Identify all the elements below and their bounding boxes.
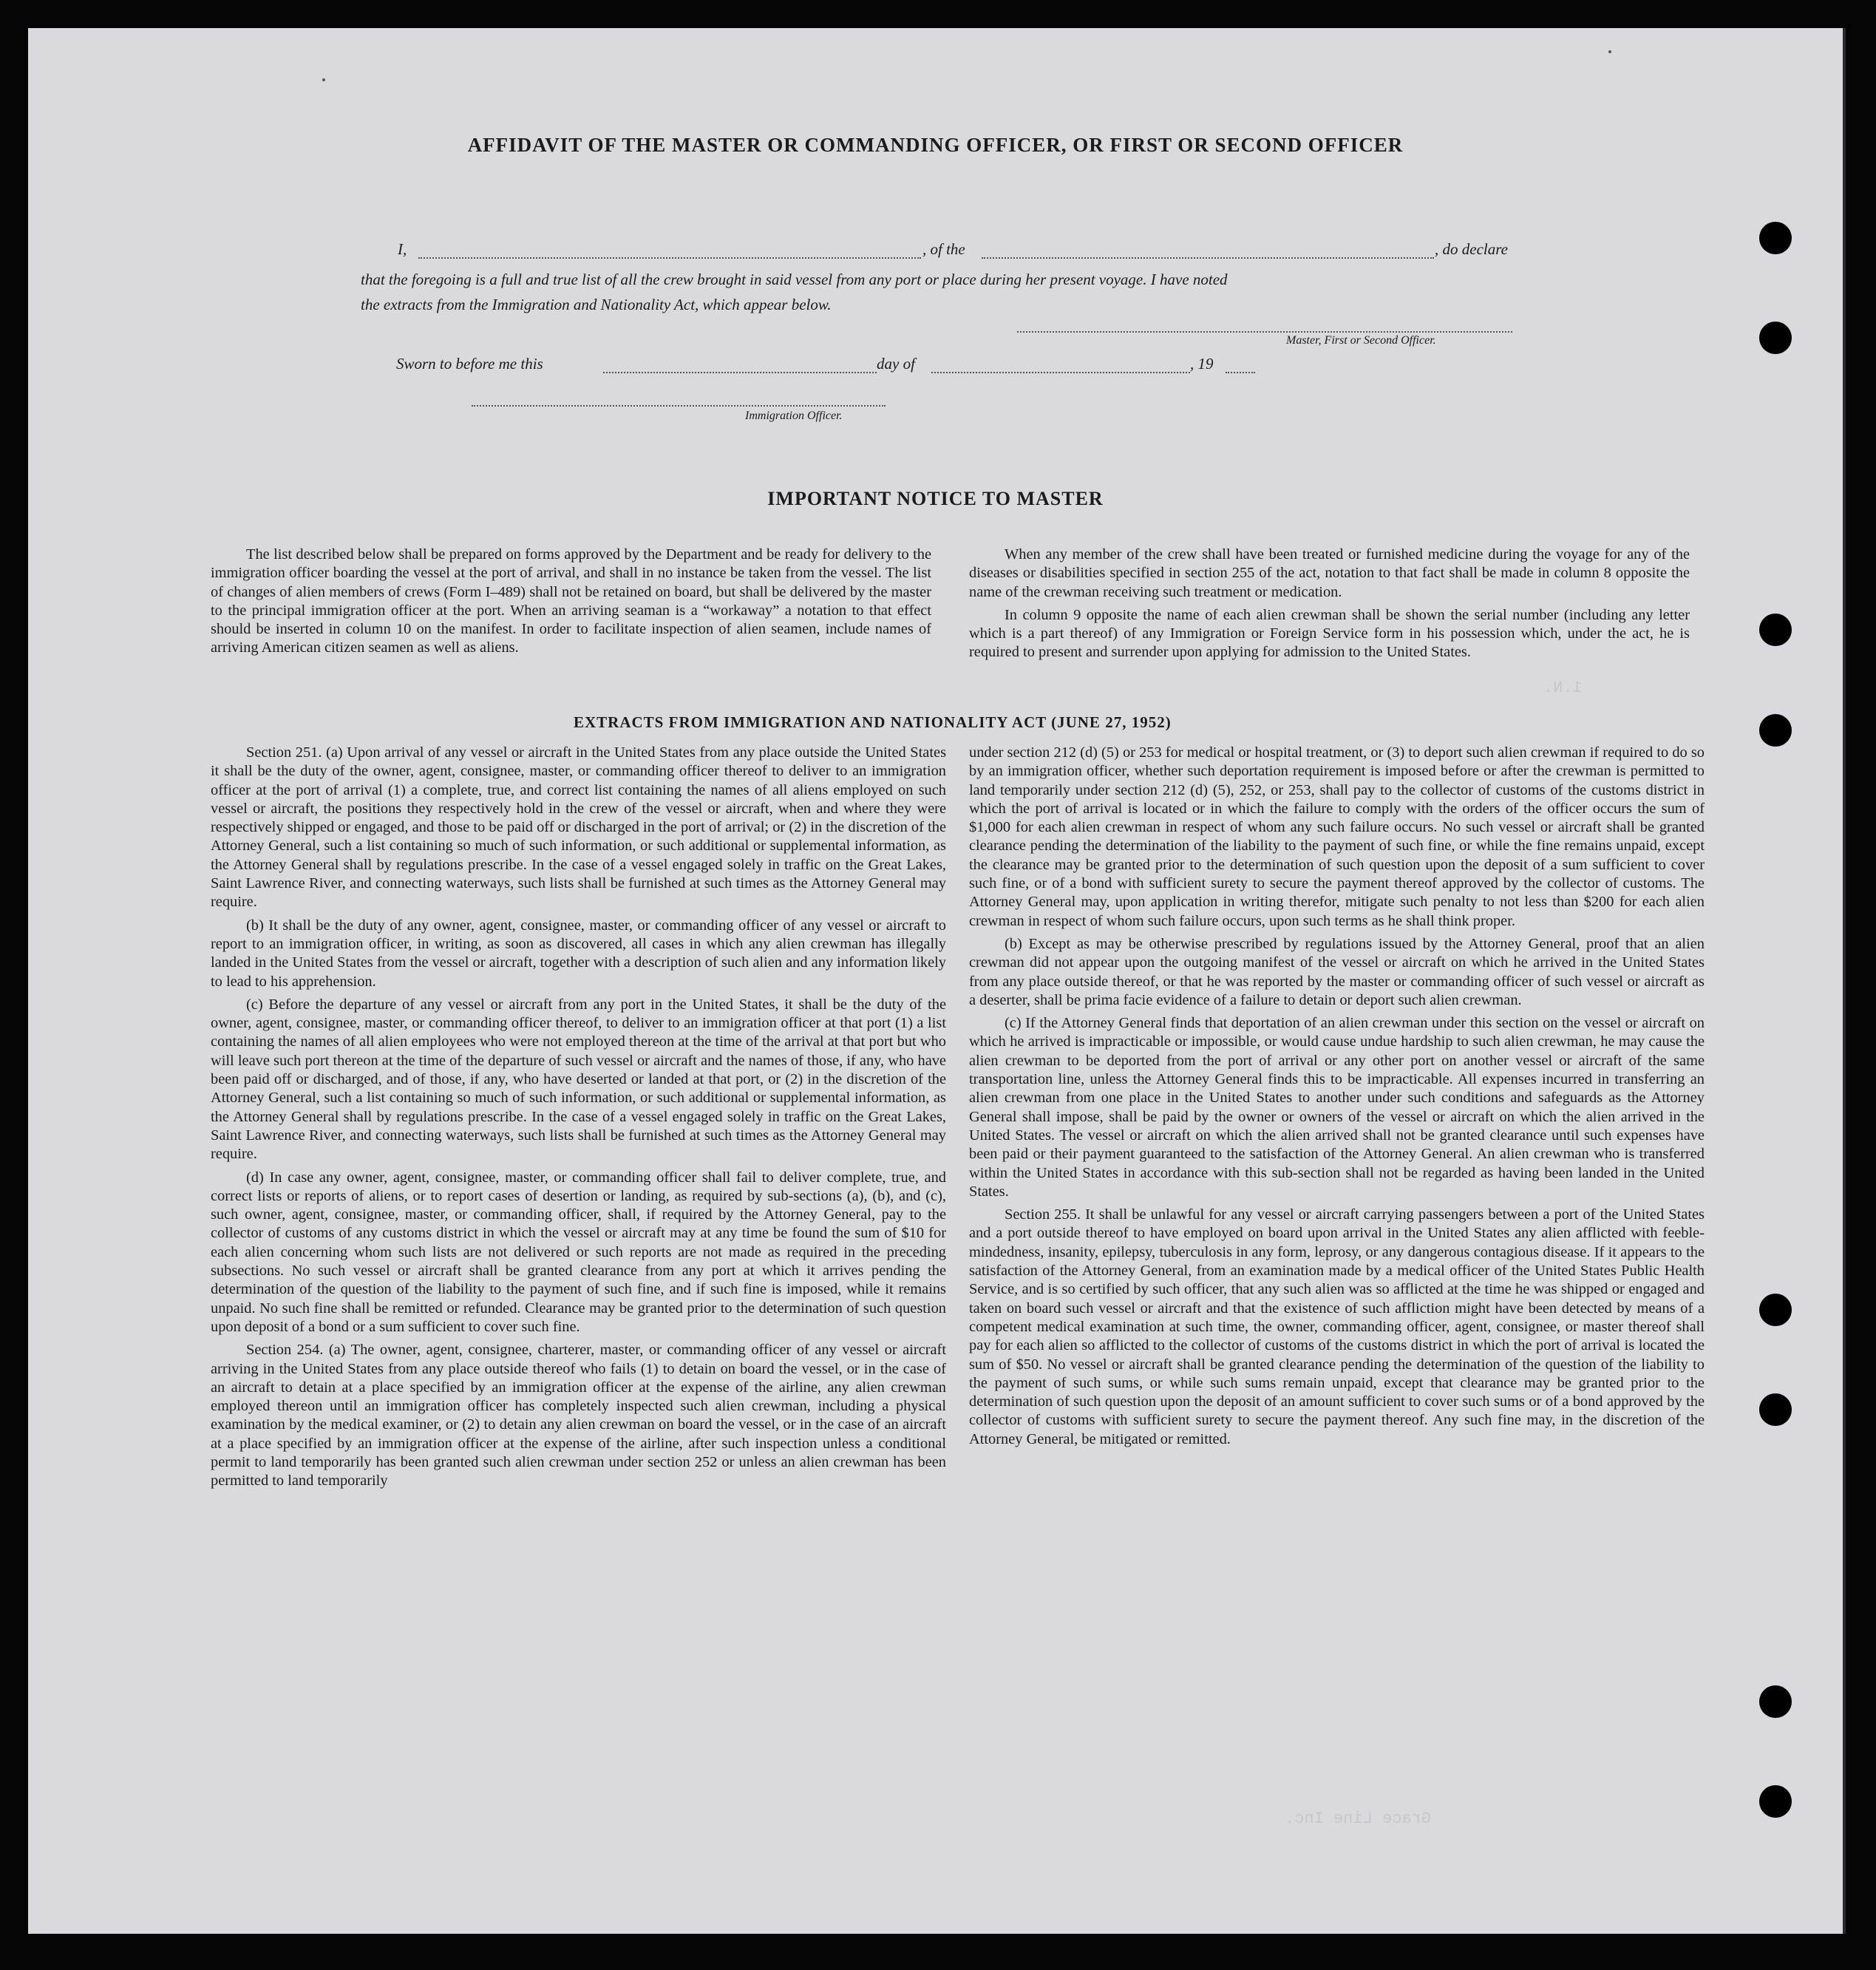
- immigration-officer-signature-line[interactable]: [472, 405, 886, 407]
- sworn-label: Sworn to before me this: [396, 355, 543, 373]
- sworn-year-label: , 19: [1190, 355, 1214, 373]
- section-254b: (b) Except as may be otherwise prescribed by regulations issued by the Attorney General, proof that an alien crewman did not appear upon the outgoing manifest of the vessel or aircraft on which he arrived in the United States from any place outside thereof, or that he was reported by the master or commanding officer of such vessel or aircraft as a deserter, shall be prima facie evidence of a failure to detain or deport such alien crewman.: [969, 935, 1705, 1008]
- affidavit-text-line-3: the extracts from the Immigration and Nationality Act, which appear below.: [361, 296, 832, 313]
- punch-hole: [1759, 614, 1792, 646]
- show-through-text: 1.N.: [1543, 679, 1583, 697]
- document-page: [28, 28, 1846, 1934]
- notice-right-column: [969, 546, 1690, 667]
- notice-paragraph: In column 9 opposite the name of each alien crewman shall be shown the serial number (including any letter which is a part thereof) of any Immigration or Foreign Service form in his possession which, under the act, he is required to present and surrender upon applying for admission to the United States.: [969, 606, 1690, 661]
- section-251b: (b) It shall be the duty of any owner, agent, consignee, master, or commanding officer of any vessel or aircraft to report to an immigration officer, in writing, as soon as discovered, all cases in which any alien crewman has illegally landed in the United States from the vessel or aircraft, together with a description of such alien and any information likely to lead to his apprehension.: [211, 917, 946, 990]
- sworn-month-line[interactable]: [931, 372, 1190, 373]
- sworn-day-of-label: day of: [877, 355, 915, 373]
- notice-paragraph: The list described below shall be prepared on forms approved by the Department and be ready for delivery to the immigration officer boarding the vessel at the port of arrival, and shall in no instance be taken from the vessel. The list of changes of alien members of crews (Form I–489) shall not be retained on board, but shall be delivered by the master to the principal immigration officer at the port. When an arriving seaman is a “workaway” a notation to that effect should be inserted in column 10 on the manifest. In order to facilitate inspection of alien seamen, include names of arriving American citizen seamen as well as aliens.: [211, 546, 931, 656]
- paper-speck: [1608, 50, 1611, 53]
- sworn-day-line[interactable]: [603, 372, 877, 373]
- notice-title: IMPORTANT NOTICE TO MASTER: [767, 488, 1104, 509]
- extracts-left-column: [211, 744, 946, 1495]
- punch-hole: [1759, 222, 1792, 254]
- master-name-line[interactable]: [418, 257, 921, 259]
- notice-paragraph: When any member of the crew shall have been treated or furnished medicine during the voyage for any of the diseases or disabilities specified in section 255 of the act, notation to that fact shall be made in column 8 opposite the name of the crewman receiving such treatment or medication.: [969, 546, 1690, 600]
- section-251a: Section 251. (a) Upon arrival of any vessel or aircraft in the United States from any place outside the United States it shall be the duty of the owner, agent, consignee, master, or commanding officer thereof to deliver to an immigration officer at the port of arrival (1) a complete, true, and correct list containing the names of all aliens employed on such vessel or aircraft, the positions they respectively hold in the crew of the vessel or aircraft, when and where they were respectively shipped or engaged, and those to be paid off or discharged in the port of arrival; or (2) in the discretion of the Attorney General, such a list containing so much of such information, or such additional or supplemental information, as the Attorney General shall by regulations prescribe. In the case of a vessel engaged solely in traffic on the Great Lakes, Saint Lawrence River, and connecting waterways, such lists shall be furnished at such times as the Attorney General may require.: [211, 744, 946, 911]
- section-255: Section 255. It shall be unlawful for any vessel or aircraft carrying passengers between a port of the United States and a port outside thereof to have employed on board upon arrival in the United States any alien afflicted with feeble-mindedness, insanity, epilepsy, tuberculosis in any form, leprosy, or any dangerous contagious disease. If it appears to the satisfaction of the Attorney General, from an examination made by a medical officer of the United States Public Health Service, and is so certified by such officer, that any such alien was so afflicted at the time he was shipped or engaged and taken on board such vessel or aircraft and that the existence of such affliction might have been detected by means of a competent medical examination at such time, the owner, commanding officer, agent, consignee, or master thereof shall pay for each alien so afflicted to the collector of customs of the customs district in which the port of arrival is located the sum of $50. No vessel or aircraft shall be granted clearance pending the determination of the question of the liability to the payment of such sums, or while such sums remain unpaid, except that clearance may be granted prior to the determination of such question upon the deposit of an amount sufficient to cover such sums or of a bond approved by the collector of customs with sufficient surety to secure the payment thereof. Any such fine may, in the discretion of the Attorney General, be mitigated or remitted.: [969, 1206, 1705, 1447]
- section-254c: (c) If the Attorney General finds that deportation of an alien crewman under this section on the vessel or aircraft on which he arrived is impracticable or impossible, or would cause undue hardship to such alien crewman, he may cause the alien crewman to be deported from the port of arrival or any other port on another vessel or aircraft of the same transportation line, unless the Attorney General finds this to be impracticable. All expenses incurred in transferring an alien crewman from one place in the United States to another under such conditions and safeguards as the Attorney General shall impose, shall be paid by the owner or owners of the vessel or aircraft on which the alien arrived in the United States. The vessel or aircraft on which the alien arrived shall not be granted clearance until such expenses have been paid or their payment guaranteed to the satisfaction of the Attorney General. An alien crewman who is transferred within the United States in accordance with this sub-section shall not be regarded as having been landed in the United States.: [969, 1015, 1705, 1200]
- show-through-text: Grace Line Inc.: [1285, 1810, 1432, 1828]
- punch-hole: [1759, 1785, 1792, 1818]
- punch-hole: [1759, 322, 1792, 354]
- punch-hole: [1759, 1685, 1792, 1718]
- master-signature-caption: Master, First or Second Officer.: [1286, 334, 1436, 347]
- extracts-right-column: [969, 744, 1705, 1453]
- extracts-title: EXTRACTS FROM IMMIGRATION AND NATIONALITY ACT (JUNE 27, 1952): [574, 713, 1172, 731]
- punch-hole: [1759, 1294, 1792, 1326]
- immigration-officer-caption: Immigration Officer.: [745, 410, 843, 422]
- section-251d: (d) In case any owner, agent, consignee, master, or commanding officer shall fail to deliver complete, true, and correct lists or reports of aliens, or to report cases of desertion or landing, as required by sub-sections (a), (b), and (c), such owner, agent, consignee, master, or commanding officer, shall, if required by the Attorney General, pay to the collector of customs of any customs district in which the vessel or aircraft may at any time be found the sum of $10 for each alien concerning whom such lists are not delivered or such reports are not made as required in the preceding subsections. No such vessel or aircraft shall be granted clearance from any port at which it arrives pending the determination of the question of the liability to the payment of such fine, and if such fine is imposed, while it remains unpaid. No such fine shall be remitted or refunded. Clearance may be granted prior to the determination of such question upon deposit of a bond or a sum sufficient to cover such fine.: [211, 1169, 946, 1335]
- section-254a: Section 254. (a) The owner, agent, consignee, charterer, master, or commanding officer of any vessel or aircraft arriving in the United States from any place outside thereof who fails (1) to detain on board the vessel, or in the case of an aircraft to detain at a place specified by an immigration officer at the expense of the airline, any alien crewman employed thereon until an immigration officer has completely inspected such alien crewman, including a physical examination by the medical examiner, or (2) to detain any alien crewman on board the vessel, or in the case of an aircraft at a place specified by an immigration officer at the expense of the airline, after such inspection unless a conditional permit to land temporarily has been granted such alien crewman under section 252 or unless an alien crewman has been permitted to land temporarily: [211, 1342, 946, 1490]
- punch-hole: [1759, 714, 1792, 747]
- section-251c: (c) Before the departure of any vessel or aircraft from any port in the United States, it shall be the duty of the owner, agent, consignee, master, or commanding officer thereof, to deliver to an immigration officer at that port (1) a list containing the names of all alien employees who were not employed thereon at the time of the arrival at that port but who will leave such port thereon at the time of the departure of such vessel or aircraft and the names of those, if any, who have been paid off or discharged, and of those, if any, who have deserted or landed at that port, or (2) in the discretion of the Attorney General, such a list containing so much of such information, or such additional or supplemental information, as the Attorney General shall by regulations prescribe. In the case of a vessel engaged solely in traffic on the Great Lakes, Saint Lawrence River, and connecting waterways, such lists shall be furnished at such times as the Attorney General may require.: [211, 996, 946, 1163]
- sworn-year-line[interactable]: [1226, 372, 1255, 373]
- punch-hole: [1759, 1393, 1792, 1426]
- affidavit-declare-label: , do declare: [1435, 240, 1508, 258]
- paper-speck: [322, 78, 325, 81]
- master-signature-line[interactable]: [1017, 331, 1512, 333]
- affidavit-text-line-2: that the foregoing is a full and true list of all the crew brought in said vessel from any port or place during her present voyage. I have noted: [361, 271, 1228, 288]
- notice-left-column: [211, 546, 931, 662]
- affidavit-i-label: I,: [398, 240, 407, 258]
- affidavit-of-the-label: , of the: [922, 240, 965, 258]
- section-254a-continued: under section 212 (d) (5) or 253 for medical or hospital treatment, or (3) to deport such alien crewman if required to do so by an immigration officer, whether such deportation requirement is imposed before or after the crewman is permitted to land temporarily under section 212 (d) (5), 252, or 253, shall pay to the collector of customs of the customs district in which the port of arrival is located or in which the failure to comply with the orders of the officer occurs the sum of $1,000 for each alien crewman in respect of whom any such failure occurs. No such vessel or aircraft shall be granted clearance pending the determination of the liability to the payment of such fine, or while the fine remains unpaid, except the clearance may be granted prior to the determination of such question upon the deposit of a sum sufficient to cover such fine, or of a bond with sufficient surety to secure the payment thereof approved by the collector of customs. The Attorney General may, upon application in writing therefor, mitigate such penalty to not less than $200 for each alien crewman in respect of whom such failure occurs, upon such terms as he shall think proper.: [969, 744, 1705, 929]
- affidavit-title: AFFIDAVIT OF THE MASTER OR COMMANDING OFFICER, OR FIRST OR SECOND OFFICER: [467, 134, 1404, 156]
- vessel-name-line[interactable]: [982, 257, 1434, 259]
